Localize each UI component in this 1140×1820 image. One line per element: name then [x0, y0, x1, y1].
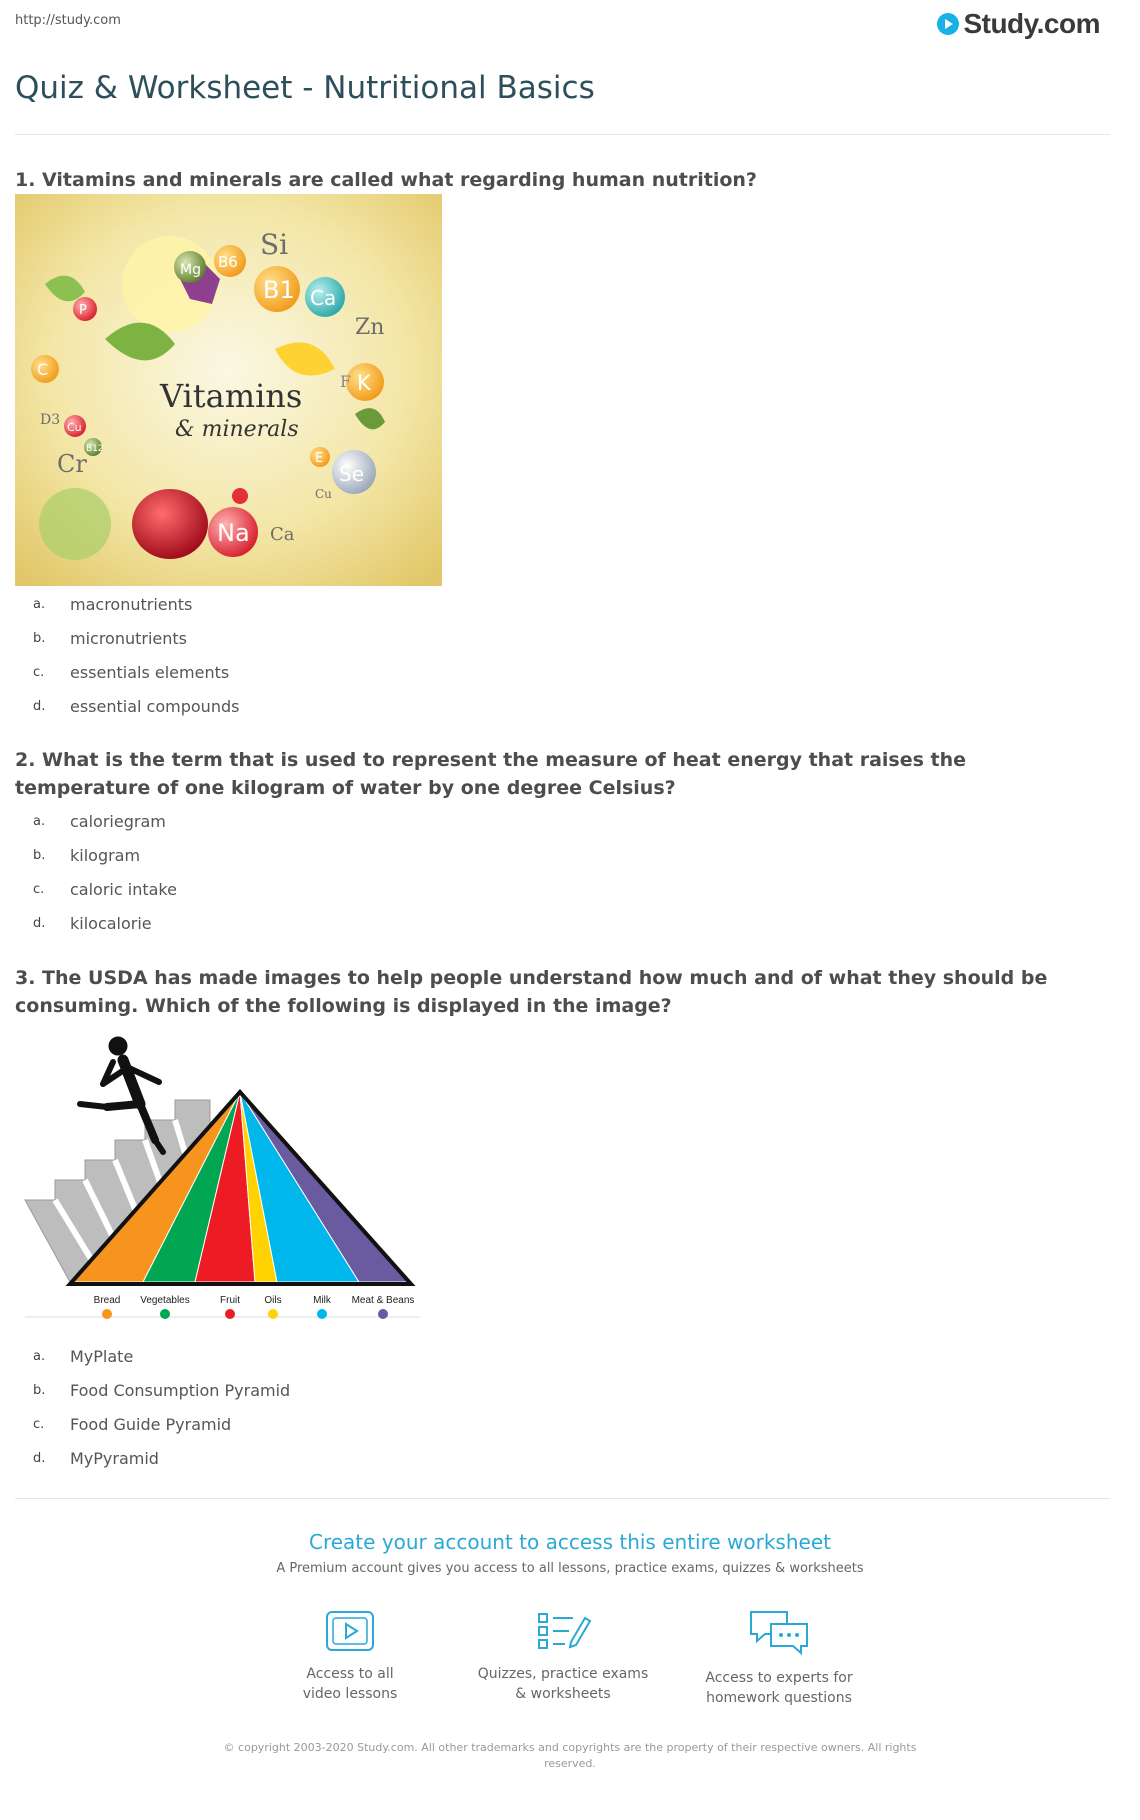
legend-label: Bread	[93, 1295, 121, 1306]
study-logo[interactable]	[937, 8, 1100, 40]
question-1: 1. Vitamins and minerals are called what regarding human nutrition?	[15, 169, 757, 191]
vitamins-title: Vitamins	[160, 377, 303, 415]
page-title: Quiz & Worksheet - Nutritional Basics	[15, 70, 595, 106]
answer-option[interactable]: b. kilogram	[33, 845, 141, 865]
answer-option[interactable]: d. kilocalorie	[33, 913, 152, 933]
question-1-answers	[15, 587, 239, 723]
question-2-answers	[15, 804, 177, 940]
feature-experts: Access to experts for homework questions	[689, 1608, 869, 1708]
answer-option[interactable]: c. Food Guide Pyramid	[33, 1414, 232, 1434]
element-b1: B1	[263, 276, 295, 304]
element-f: F	[340, 372, 352, 391]
legend-dot	[160, 1309, 170, 1319]
answer-option[interactable]: d. essential compounds	[33, 696, 240, 716]
divider	[15, 1498, 1110, 1499]
answer-option[interactable]: a. MyPlate	[33, 1346, 134, 1366]
feature-video-lessons: Access to all video lessons	[260, 1608, 440, 1704]
question-3: 3. The USDA has made images to help people understand how much and of what they should be consuming. Which of the following is displayed in the image?	[15, 967, 1048, 1017]
element-b6: B6	[218, 253, 238, 271]
answer-option[interactable]: c. caloric intake	[33, 879, 177, 899]
question-3-answers	[15, 1339, 290, 1475]
logo-text: Study.com	[963, 8, 1100, 39]
legend-dot	[102, 1309, 112, 1319]
legend-dot	[268, 1309, 278, 1319]
legend-label: Milk	[313, 1295, 331, 1306]
legend-label: Meat & Beans	[351, 1295, 415, 1306]
source-url: http://study.com	[15, 13, 121, 28]
food-pyramid-image	[15, 1032, 425, 1332]
element-se: Se	[339, 462, 364, 486]
answer-option[interactable]: a. caloriegram	[33, 811, 166, 831]
answer-option[interactable]: b. micronutrients	[33, 628, 188, 648]
vitamins-minerals-image	[15, 194, 442, 586]
element-mg: Mg	[180, 262, 201, 278]
create-account-link[interactable]: Create your account to access this entire worksheet	[309, 1530, 831, 1554]
element-ca-1: Ca	[310, 286, 337, 310]
legend-dot	[317, 1309, 327, 1319]
element-na: Na	[217, 519, 250, 547]
answer-option[interactable]: c. essentials elements	[33, 662, 230, 682]
element-e: E	[315, 451, 324, 466]
checklist-icon	[533, 1608, 593, 1654]
legend-dot	[225, 1309, 235, 1319]
element-p: P	[79, 303, 87, 318]
element-k: K	[357, 371, 371, 395]
element-b12: B12	[86, 444, 104, 454]
legend-dot	[378, 1309, 388, 1319]
element-cu-1: Cu	[67, 421, 82, 434]
divider	[15, 134, 1110, 135]
element-ca-2: Ca	[270, 524, 295, 545]
question-2: 2. What is the term that is used to represent the measure of heat energy that raises the temperature of one kilogram of water by one degree Celsius?	[15, 749, 967, 799]
legend-label: Vegetables	[140, 1295, 190, 1306]
element-si: Si	[260, 228, 289, 261]
element-cu-2: Cu	[315, 487, 332, 501]
running-figure-icon	[80, 1037, 163, 1152]
answer-option[interactable]: a. macronutrients	[33, 594, 193, 614]
element-cr: Cr	[57, 450, 87, 478]
copyright: © copyright 2003-2020 Study.com. All other trademarks and copyrights are the property of their respective owners. All rights reserved.	[223, 1741, 917, 1770]
pyramid-legend	[94, 1295, 415, 1319]
element-c: C	[37, 360, 49, 379]
chat-bubbles-icon	[747, 1608, 811, 1658]
answer-option[interactable]: d. MyPyramid	[33, 1448, 159, 1468]
legend-label: Oils	[264, 1295, 282, 1306]
video-icon	[323, 1608, 377, 1654]
legend-label: Fruit	[220, 1295, 240, 1306]
play-logo-icon	[937, 13, 959, 35]
element-zn: Zn	[355, 315, 385, 340]
feature-quizzes: Quizzes, practice exams & worksheets	[473, 1608, 653, 1704]
minerals-subtitle: & minerals	[175, 417, 299, 442]
cta-subtitle: A Premium account gives you access to all lessons, practice exams, quizzes & worksheets	[276, 1561, 864, 1576]
answer-option[interactable]: b. Food Consumption Pyramid	[33, 1380, 291, 1400]
element-d3: D3	[40, 412, 61, 428]
